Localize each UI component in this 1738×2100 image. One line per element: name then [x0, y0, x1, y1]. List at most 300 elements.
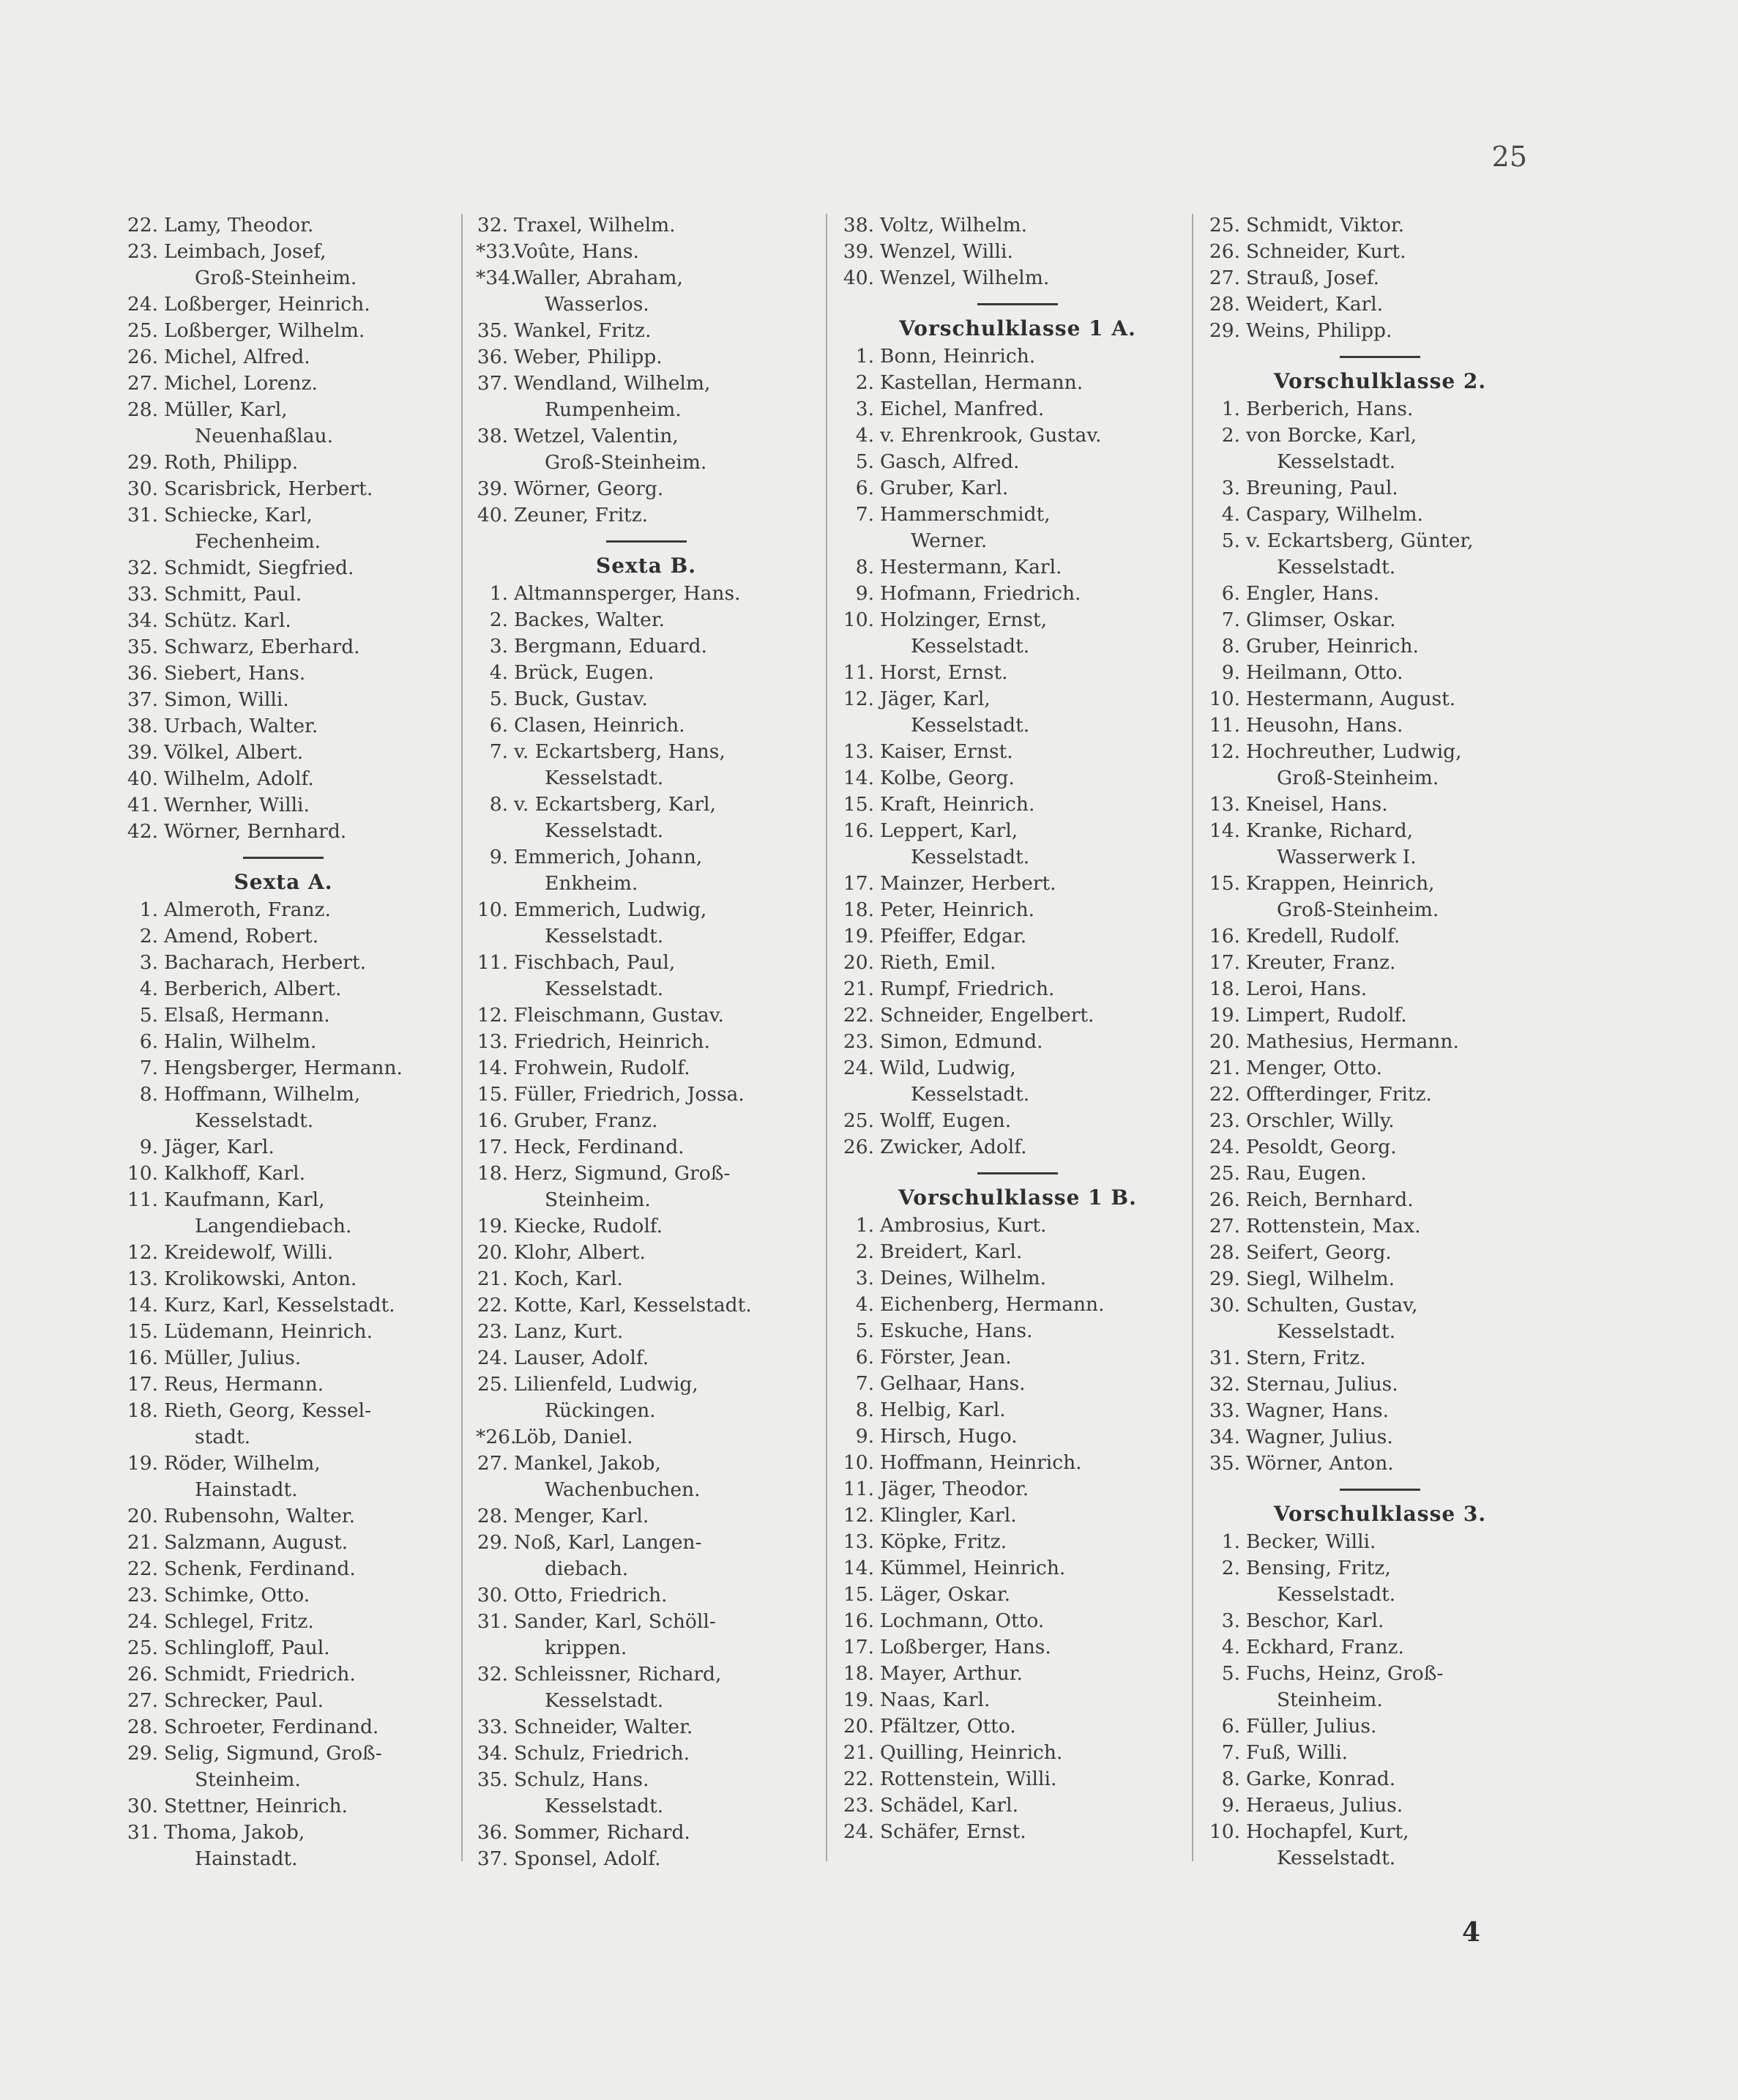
- entry-name: Kiecke, Rudolf.: [514, 1215, 663, 1237]
- roster-entry: [842, 1582, 1193, 1608]
- entry-name: Gruber, Franz.: [514, 1109, 658, 1132]
- entry-name: Halin, Wilhelm.: [164, 1030, 317, 1053]
- entry-name: Klohr, Albert.: [514, 1241, 646, 1264]
- entry-number: 32.: [1209, 1373, 1240, 1396]
- entry-name: Altmannsperger, Hans.: [514, 582, 741, 605]
- roster-entry: [126, 1002, 441, 1029]
- roster-entry: [842, 1344, 1193, 1371]
- entry-name: Wagner, Julius.: [1246, 1426, 1393, 1448]
- roster-entry: [842, 370, 1193, 396]
- entry-place: Kesselstadt.: [195, 1109, 314, 1132]
- entry-name: Voltz, Wilhelm.: [880, 214, 1028, 237]
- column-rule: [826, 214, 827, 1861]
- entry-name: Salzmann, August.: [164, 1531, 348, 1554]
- entry-name: Deines, Wilhelm.: [880, 1267, 1047, 1289]
- entry-number: 15.: [843, 793, 874, 816]
- entry-name: Traxel, Wilhelm.: [514, 214, 676, 237]
- roster-entry: [842, 1555, 1193, 1582]
- roster-entry: [1208, 660, 1552, 686]
- roster-entry: [126, 740, 441, 766]
- roster-entry: [842, 765, 1193, 792]
- roster-entry: [1208, 712, 1552, 739]
- entry-number: 22.: [127, 1557, 158, 1580]
- roster-entry: [126, 476, 441, 502]
- roster-entry: [476, 1161, 816, 1213]
- entry-name: Wild, Ludwig,: [880, 1057, 1016, 1079]
- roster-entry: [1208, 1371, 1552, 1398]
- entry-name: Bacharach, Herbert.: [164, 951, 367, 974]
- entry-number: 10.: [843, 608, 874, 631]
- entry-number: 14.: [477, 1057, 508, 1079]
- entry-name: Schrecker, Paul.: [164, 1689, 324, 1712]
- entry-name: Michel, Alfred.: [164, 346, 310, 368]
- entry-place: Kesselstadt.: [911, 714, 1030, 737]
- entry-name: Strauß, Josef.: [1246, 267, 1380, 289]
- entry-name: Kolbe, Georg.: [880, 767, 1015, 789]
- roster-column-2: [476, 212, 816, 1872]
- roster-entry: [1208, 291, 1552, 318]
- entry-number: 41.: [127, 794, 158, 816]
- entry-name: Pfeiffer, Edgar.: [880, 925, 1027, 947]
- roster-entry: [842, 871, 1193, 897]
- entry-place: Hainstadt.: [195, 1478, 298, 1501]
- roster-entry: [842, 1029, 1193, 1055]
- entry-number: 19.: [477, 1215, 508, 1237]
- entry-name: Fischbach, Paul,: [514, 951, 676, 974]
- entry-name: Hoffmann, Wilhelm,: [164, 1083, 361, 1106]
- entry-number: 6.: [489, 714, 508, 737]
- entry-number: 40.: [843, 267, 874, 289]
- entry-number: 30.: [127, 1795, 158, 1817]
- entry-number: 20.: [843, 1715, 874, 1738]
- entry-number: 11.: [1209, 714, 1240, 737]
- entry-number: 4.: [855, 1293, 874, 1316]
- roster-entry: [1208, 1292, 1552, 1345]
- roster-column-4: [1208, 212, 1552, 1872]
- entry-name: Rieth, Georg, Kessel-: [164, 1399, 372, 1422]
- roster-entry: [842, 1740, 1193, 1766]
- entry-name: Amend, Robert.: [164, 925, 319, 947]
- entry-number: 3.: [1221, 477, 1240, 499]
- roster-entry: [476, 1292, 816, 1319]
- entry-number: 15.: [1209, 872, 1240, 895]
- entry-number: 14.: [843, 767, 874, 789]
- entry-name: Krolikowski, Anton.: [164, 1267, 357, 1290]
- entry-name: Engler, Hans.: [1246, 582, 1380, 605]
- roster-entry: [1208, 1555, 1552, 1608]
- signature-mark: 4: [1461, 1917, 1480, 1948]
- roster-entry: [126, 1740, 441, 1793]
- entry-name: Reich, Bernhard.: [1246, 1188, 1414, 1211]
- entry-number: 1.: [489, 582, 508, 605]
- roster-entry: [842, 422, 1193, 449]
- entry-number: 19.: [843, 1688, 874, 1711]
- entry-place: Kesselstadt.: [1277, 450, 1396, 473]
- roster-entry: [1208, 1161, 1552, 1187]
- entry-name: Schimke, Otto.: [164, 1584, 310, 1606]
- entry-number: 16.: [127, 1347, 158, 1369]
- entry-name: Reus, Hermann.: [164, 1373, 324, 1396]
- section-divider: [977, 303, 1058, 305]
- entry-number: 9.: [489, 846, 508, 868]
- entry-number: 10.: [477, 898, 508, 921]
- roster-entry: [1208, 475, 1552, 502]
- entry-number: 21.: [843, 978, 874, 1000]
- entry-name: Schleissner, Richard,: [514, 1663, 722, 1686]
- entry-place: Wasserlos.: [545, 293, 649, 316]
- roster-entry: [126, 634, 441, 660]
- entry-number: 31.: [127, 1821, 158, 1844]
- roster-entry: [476, 1213, 816, 1240]
- entry-number: 18.: [843, 1662, 874, 1685]
- entry-number: 12.: [843, 688, 874, 710]
- entry-number: 9.: [1221, 661, 1240, 684]
- entry-name: Kreuter, Franz.: [1246, 951, 1396, 974]
- roster-entry: [126, 1398, 441, 1451]
- roster-entry: [1208, 923, 1552, 950]
- entry-number: 25.: [1209, 214, 1240, 237]
- entry-place: Kesselstadt.: [1277, 556, 1396, 578]
- entry-number: 33.: [127, 583, 158, 606]
- entry-name: Hochapfel, Kurt,: [1246, 1820, 1409, 1843]
- entry-name: Kredell, Rudolf.: [1246, 925, 1401, 947]
- entry-name: Gruber, Heinrich.: [1246, 635, 1419, 658]
- entry-name: Voûte, Hans.: [514, 240, 639, 263]
- entry-name: Läger, Oskar.: [880, 1583, 1011, 1606]
- entry-name: Buck, Gustav.: [514, 688, 648, 710]
- roster-entry: [126, 1371, 441, 1398]
- entry-place: Kesselstadt.: [545, 1795, 664, 1817]
- roster-entry: [1208, 1713, 1552, 1740]
- roster-entry: [1208, 950, 1552, 976]
- roster-entry: [842, 1713, 1193, 1740]
- entry-number: 30.: [477, 1584, 508, 1606]
- entry-number: 25.: [127, 319, 158, 342]
- entry-name: Stettner, Heinrich.: [164, 1795, 348, 1817]
- entry-name: Wenzel, Wilhelm.: [880, 267, 1050, 289]
- roster-entry: [126, 608, 441, 634]
- roster-entry: [1208, 1529, 1552, 1555]
- entry-name: Noß, Karl, Langen-: [514, 1531, 702, 1554]
- entry-name: Fuchs, Heinz, Groß-: [1246, 1662, 1444, 1685]
- entry-name: Siebert, Hans.: [164, 662, 306, 685]
- column-rule: [461, 214, 463, 1861]
- roster-entry: [126, 1582, 441, 1609]
- entry-number: 15.: [477, 1083, 508, 1106]
- entry-number: 12.: [1209, 740, 1240, 763]
- entry-number: 22.: [127, 214, 158, 237]
- entry-name: Caspary, Wilhelm.: [1246, 503, 1423, 526]
- roster-entry: [126, 581, 441, 608]
- entry-number: 15.: [843, 1583, 874, 1606]
- roster-entry: [476, 1081, 816, 1108]
- roster-entry: [842, 1766, 1193, 1792]
- roster-entry: [1208, 633, 1552, 660]
- entry-place: Groß-Steinheim.: [1277, 767, 1439, 789]
- entry-number: 13.: [1209, 793, 1240, 816]
- roster-entry: [476, 239, 816, 265]
- roster-entry: [1208, 686, 1552, 712]
- entry-place: Kesselstadt.: [911, 635, 1030, 658]
- entry-number: 14.: [843, 1557, 874, 1579]
- entry-number: 14.: [1209, 819, 1240, 842]
- entry-number: 26.: [1209, 240, 1240, 263]
- entry-number: 2.: [855, 371, 874, 394]
- roster-entry: [476, 660, 816, 686]
- roster-entry: [476, 344, 816, 371]
- roster-entry: [842, 1423, 1193, 1450]
- roster-entry: [842, 739, 1193, 765]
- entry-name: Becker, Willi.: [1246, 1530, 1376, 1553]
- entry-number: 5.: [855, 450, 874, 473]
- entry-name: Rau, Eugen.: [1246, 1162, 1367, 1185]
- roster-entry: [1208, 1345, 1552, 1371]
- entry-number: 4.: [855, 424, 874, 447]
- entry-number: 17.: [843, 1636, 874, 1658]
- roster-entry: [842, 1529, 1193, 1555]
- entry-name: Heraeus, Julius.: [1246, 1794, 1403, 1817]
- entry-name: Schmidt, Friedrich.: [164, 1663, 356, 1686]
- roster-entry: [842, 1265, 1193, 1292]
- roster-entry: [1208, 1634, 1552, 1661]
- roster-entry: [1208, 1424, 1552, 1451]
- entry-place: Wasserwerk I.: [1277, 846, 1417, 868]
- entry-name: Hengsberger, Hermann.: [164, 1057, 403, 1079]
- entry-number: 7.: [489, 740, 508, 763]
- entry-name: Rumpf, Friedrich.: [880, 978, 1055, 1000]
- entry-number: *34.: [476, 267, 517, 289]
- entry-name: Wendland, Wilhelm,: [514, 372, 711, 395]
- entry-name: Schlegel, Fritz.: [164, 1610, 314, 1633]
- entry-name: Almeroth, Franz.: [164, 898, 331, 921]
- entry-number: 31.: [127, 504, 158, 526]
- entry-name: Leppert, Karl,: [880, 819, 1018, 842]
- entry-number: 27.: [477, 1452, 508, 1475]
- entry-name: Weins, Philipp.: [1246, 319, 1392, 342]
- entry-number: 9.: [855, 582, 874, 605]
- roster-entry: [842, 1661, 1193, 1687]
- entry-number: 8.: [1221, 1768, 1240, 1790]
- roster-entry: [126, 555, 441, 581]
- roster-entry: [842, 1108, 1193, 1134]
- entry-number: 8.: [139, 1083, 158, 1106]
- roster-entry: [1208, 607, 1552, 633]
- entry-name: Schulz, Friedrich.: [514, 1742, 690, 1765]
- entry-number: 10.: [1209, 688, 1240, 710]
- entry-number: 24.: [1209, 1136, 1240, 1158]
- roster-entry: [126, 950, 441, 976]
- entry-name: Lanz, Kurt.: [514, 1320, 624, 1343]
- entry-number: 22.: [843, 1768, 874, 1790]
- entry-number: 18.: [1209, 978, 1240, 1000]
- entry-number: 21.: [843, 1741, 874, 1764]
- roster-entry: [476, 371, 816, 423]
- roster-entry: [476, 581, 816, 607]
- entry-name: Fuß, Willi.: [1246, 1741, 1349, 1764]
- entry-number: 35.: [477, 319, 508, 342]
- entry-place: Kesselstadt.: [1277, 1583, 1396, 1606]
- entry-name: Weidert, Karl.: [1246, 293, 1384, 316]
- entry-name: Schmidt, Viktor.: [1246, 214, 1405, 237]
- entry-number: 16.: [843, 1609, 874, 1632]
- roster-entry: [1208, 1608, 1552, 1634]
- entry-number: 35.: [127, 636, 158, 658]
- entry-number: 26.: [843, 1136, 874, 1158]
- roster-entry: [842, 554, 1193, 581]
- entry-name: Klingler, Karl.: [880, 1504, 1017, 1527]
- entry-number: 18.: [127, 1399, 158, 1422]
- section-divider: [606, 540, 687, 543]
- roster-entry: [1208, 1134, 1552, 1161]
- entry-name: Hirsch, Hugo.: [880, 1425, 1018, 1448]
- entry-number: 21.: [1209, 1057, 1240, 1079]
- entry-number: 3.: [855, 398, 874, 420]
- entry-number: 13.: [843, 1530, 874, 1553]
- entry-number: 31.: [477, 1610, 508, 1633]
- roster-entry: [1208, 792, 1552, 818]
- entry-number: 7.: [1221, 1741, 1240, 1764]
- entry-number: 28.: [1209, 293, 1240, 316]
- entry-name: Sander, Karl, Schöll-: [514, 1610, 716, 1633]
- entry-name: Schneider, Walter.: [514, 1716, 693, 1738]
- entry-name: Rubensohn, Walter.: [164, 1505, 355, 1527]
- entry-name: Mainzer, Herbert.: [880, 872, 1056, 895]
- entry-name: Wolff, Eugen.: [880, 1109, 1012, 1132]
- roster-entry: [842, 581, 1193, 607]
- entry-number: 18.: [477, 1162, 508, 1185]
- entry-name: Kneisel, Hans.: [1246, 793, 1388, 816]
- entry-place: stadt.: [195, 1426, 251, 1448]
- roster-entry: [476, 1609, 816, 1661]
- roster-entry: [842, 1503, 1193, 1529]
- roster-entry: [126, 1134, 441, 1161]
- section-divider: [977, 1172, 1058, 1174]
- roster-entry: [476, 1029, 816, 1055]
- roster-entry: [842, 1476, 1193, 1503]
- roster-entry: [126, 1530, 441, 1556]
- entry-name: Horst, Ernst.: [880, 661, 1008, 684]
- entry-name: Bonn, Heinrich.: [880, 345, 1036, 368]
- entry-number: 6.: [855, 1346, 874, 1369]
- roster-entry: [126, 1451, 441, 1503]
- roster-entry: [476, 1108, 816, 1134]
- entry-number: 11.: [477, 951, 508, 974]
- roster-entry: [126, 1345, 441, 1371]
- roster-entry: [842, 1055, 1193, 1108]
- roster-entry: [126, 502, 441, 555]
- roster-entry: [1208, 1002, 1552, 1029]
- entry-name: Jäger, Karl,: [880, 688, 991, 710]
- roster-entry: [126, 687, 441, 713]
- roster-entry: [476, 607, 816, 633]
- entry-number: 27.: [1209, 267, 1240, 289]
- entry-number: 39.: [843, 240, 874, 263]
- entry-number: 25.: [1209, 1162, 1240, 1185]
- entry-number: 9.: [855, 1425, 874, 1448]
- entry-number: 17.: [477, 1136, 508, 1158]
- entry-number: 30.: [1209, 1294, 1240, 1317]
- entry-place: Neuenhaßlau.: [195, 425, 334, 447]
- entry-name: Jäger, Theodor.: [880, 1478, 1029, 1500]
- entry-name: Wernher, Willi.: [164, 794, 310, 816]
- entry-name: Koch, Karl.: [514, 1267, 623, 1290]
- roster-entry: [842, 1608, 1193, 1634]
- entry-number: 25.: [477, 1373, 508, 1396]
- entry-number: 39.: [127, 741, 158, 764]
- section-heading: Sexta A.: [234, 870, 333, 894]
- entry-number: 36.: [477, 346, 508, 368]
- entry-name: Clasen, Heinrich.: [514, 714, 685, 737]
- entry-number: 5.: [139, 1004, 158, 1027]
- entry-name: Köpke, Fritz.: [880, 1530, 1007, 1553]
- entry-name: Kaiser, Ernst.: [880, 740, 1013, 763]
- entry-name: Schulten, Gustav,: [1246, 1294, 1418, 1317]
- entry-place: Kesselstadt.: [1277, 1320, 1396, 1343]
- roster-entry: [126, 976, 441, 1002]
- entry-number: 37.: [477, 372, 508, 395]
- entry-number: 7.: [855, 1372, 874, 1395]
- roster-entry: [1208, 422, 1552, 475]
- entry-number: 22.: [477, 1294, 508, 1317]
- entry-name: Rottenstein, Willi.: [880, 1768, 1057, 1790]
- entry-name: Eichenberg, Hermann.: [880, 1293, 1105, 1316]
- roster-entry: [476, 1424, 816, 1451]
- entry-number: 13.: [127, 1267, 158, 1290]
- entry-place: Kesselstadt.: [545, 819, 664, 842]
- entry-number: 32.: [127, 556, 158, 579]
- roster-entry: [842, 239, 1193, 265]
- entry-name: Zwicker, Adolf.: [880, 1136, 1027, 1158]
- entry-number: 8.: [855, 1399, 874, 1421]
- entry-name: Kranke, Richard,: [1246, 819, 1414, 842]
- entry-number: 38.: [477, 425, 508, 447]
- entry-place: Kesselstadt.: [545, 925, 664, 947]
- entry-number: 33.: [1209, 1399, 1240, 1422]
- entry-name: Holzinger, Ernst,: [880, 608, 1048, 631]
- entry-place: Werner.: [911, 529, 988, 552]
- entry-number: 3.: [489, 635, 508, 658]
- roster-entry: [126, 1609, 441, 1635]
- entry-name: Gelhaar, Hans.: [880, 1372, 1026, 1395]
- entry-number: 20.: [127, 1505, 158, 1527]
- roster-entry: [842, 792, 1193, 818]
- roster-entry: [842, 1450, 1193, 1476]
- roster-entry: [126, 344, 441, 371]
- entry-name: Beschor, Karl.: [1246, 1609, 1384, 1632]
- roster-entry: [1208, 528, 1552, 581]
- roster-entry: [476, 1740, 816, 1767]
- entry-number: 35.: [1209, 1452, 1240, 1475]
- entry-number: 2.: [855, 1240, 874, 1263]
- entry-name: Kalkhoff, Karl.: [164, 1162, 306, 1185]
- entry-name: Limpert, Rudolf.: [1246, 1004, 1407, 1027]
- entry-name: Röder, Wilhelm,: [164, 1452, 321, 1475]
- roster-entry: [1208, 1792, 1552, 1819]
- entry-name: Hofmann, Friedrich.: [880, 582, 1081, 605]
- entry-number: 31.: [1209, 1347, 1240, 1369]
- entry-name: Schenk, Ferdinand.: [164, 1557, 356, 1580]
- entry-number: 10.: [843, 1451, 874, 1474]
- entry-place: krippen.: [545, 1637, 627, 1659]
- roster-entry: [842, 1213, 1193, 1239]
- entry-name: Zeuner, Fritz.: [514, 504, 649, 526]
- entry-name: Sternau, Julius.: [1246, 1373, 1398, 1396]
- entry-number: 23.: [127, 240, 158, 263]
- entry-name: Krappen, Heinrich,: [1246, 872, 1435, 895]
- entry-place: Kesselstadt.: [545, 767, 664, 789]
- entry-name: Füller, Julius.: [1246, 1715, 1377, 1738]
- entry-number: 1.: [855, 1214, 874, 1237]
